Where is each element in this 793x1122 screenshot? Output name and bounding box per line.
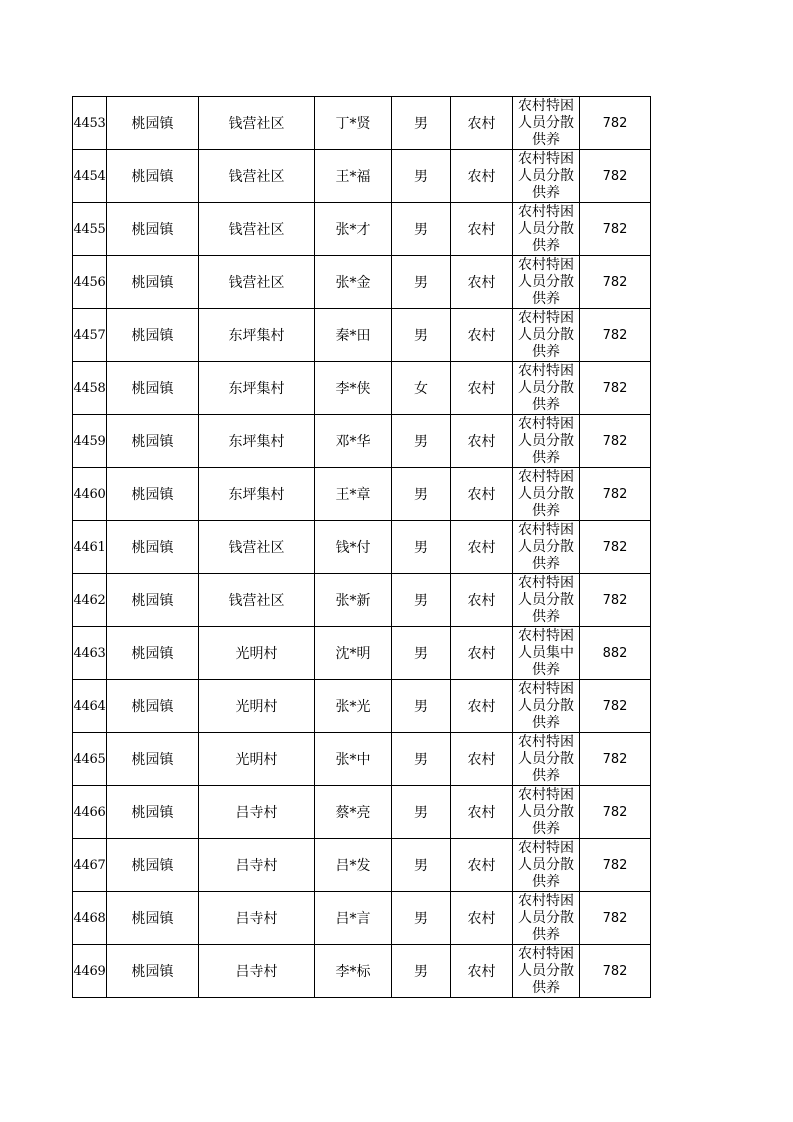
support-type-cell	[513, 892, 580, 945]
support-type-cell	[513, 415, 580, 468]
person-name-cell: 张*才	[315, 203, 392, 256]
person-name-cell: 秦*田	[315, 309, 392, 362]
amount-cell: 782	[580, 309, 651, 362]
town-cell: 桃园镇	[107, 574, 199, 627]
support-type-text: 农村特困人员分散供养	[518, 893, 574, 943]
village-cell: 钱营社区	[199, 256, 315, 309]
support-type-cell	[513, 468, 580, 521]
support-type-text: 农村特困人员分散供养	[518, 522, 574, 572]
support-type-cell	[513, 839, 580, 892]
gender-cell: 男	[392, 256, 451, 309]
gender-cell: 男	[392, 733, 451, 786]
support-type-cell	[513, 521, 580, 574]
village-cell: 吕寺村	[199, 786, 315, 839]
person-name-cell: 吕*发	[315, 839, 392, 892]
record-number-cell: 4457	[73, 309, 107, 362]
town-cell: 桃园镇	[107, 680, 199, 733]
gender-cell: 男	[392, 97, 451, 150]
table-row	[73, 627, 651, 680]
person-name-cell: 王*福	[315, 150, 392, 203]
village-cell: 吕寺村	[199, 892, 315, 945]
village-cell: 钱营社区	[199, 97, 315, 150]
gender-cell: 男	[392, 415, 451, 468]
support-type-text: 农村特困人员分散供养	[518, 310, 574, 360]
table-row	[73, 97, 651, 150]
table-row	[73, 256, 651, 309]
support-type-cell	[513, 362, 580, 415]
amount-cell: 782	[580, 415, 651, 468]
amount-cell: 782	[580, 203, 651, 256]
support-type-text: 农村特困人员分散供养	[518, 257, 574, 307]
town-cell: 桃园镇	[107, 150, 199, 203]
support-type-text: 农村特困人员分散供养	[518, 98, 574, 148]
amount-cell: 782	[580, 468, 651, 521]
table-row	[73, 574, 651, 627]
table-row	[73, 839, 651, 892]
table-row	[73, 892, 651, 945]
amount-cell: 782	[580, 945, 651, 998]
support-type-text: 农村特困人员分散供养	[518, 416, 574, 466]
town-cell: 桃园镇	[107, 945, 199, 998]
table-body	[73, 97, 651, 998]
support-type-cell	[513, 627, 580, 680]
amount-cell: 782	[580, 733, 651, 786]
support-type-text: 农村特困人员集中供养	[518, 628, 574, 678]
gender-cell: 男	[392, 309, 451, 362]
town-cell: 桃园镇	[107, 521, 199, 574]
support-type-text: 农村特困人员分散供养	[518, 204, 574, 254]
amount-cell: 782	[580, 362, 651, 415]
record-number-cell: 4469	[73, 945, 107, 998]
record-number-cell: 4460	[73, 468, 107, 521]
amount-cell: 782	[580, 150, 651, 203]
gender-cell: 男	[392, 680, 451, 733]
village-cell: 吕寺村	[199, 839, 315, 892]
area-type-cell: 农村	[451, 892, 513, 945]
area-type-cell: 农村	[451, 521, 513, 574]
table-row	[73, 945, 651, 998]
support-type-text: 农村特困人员分散供养	[518, 840, 574, 890]
gender-cell: 男	[392, 786, 451, 839]
record-number-cell: 4461	[73, 521, 107, 574]
support-type-cell	[513, 733, 580, 786]
support-type-cell	[513, 256, 580, 309]
record-number-cell: 4455	[73, 203, 107, 256]
village-cell: 东坪集村	[199, 309, 315, 362]
support-type-cell	[513, 97, 580, 150]
support-type-text: 农村特困人员分散供养	[518, 787, 574, 837]
record-number-cell: 4466	[73, 786, 107, 839]
village-cell: 钱营社区	[199, 203, 315, 256]
village-cell: 东坪集村	[199, 415, 315, 468]
amount-cell: 782	[580, 786, 651, 839]
gender-cell: 男	[392, 945, 451, 998]
support-type-text: 农村特困人员分散供养	[518, 151, 574, 201]
table-row	[73, 362, 651, 415]
table-row	[73, 733, 651, 786]
table-row	[73, 521, 651, 574]
amount-cell: 782	[580, 574, 651, 627]
support-type-cell	[513, 786, 580, 839]
amount-cell: 782	[580, 97, 651, 150]
support-type-cell	[513, 309, 580, 362]
area-type-cell: 农村	[451, 309, 513, 362]
amount-cell: 882	[580, 627, 651, 680]
record-number-cell: 4467	[73, 839, 107, 892]
gender-cell: 男	[392, 150, 451, 203]
area-type-cell: 农村	[451, 627, 513, 680]
town-cell: 桃园镇	[107, 892, 199, 945]
person-name-cell: 张*中	[315, 733, 392, 786]
person-name-cell: 吕*言	[315, 892, 392, 945]
support-type-text: 农村特困人员分散供养	[518, 734, 574, 784]
amount-cell: 782	[580, 521, 651, 574]
area-type-cell: 农村	[451, 733, 513, 786]
amount-cell: 782	[580, 839, 651, 892]
gender-cell: 男	[392, 892, 451, 945]
record-number-cell: 4468	[73, 892, 107, 945]
village-cell: 东坪集村	[199, 468, 315, 521]
table-row	[73, 786, 651, 839]
record-number-cell: 4459	[73, 415, 107, 468]
record-number-cell: 4462	[73, 574, 107, 627]
gender-cell: 男	[392, 468, 451, 521]
gender-cell: 男	[392, 839, 451, 892]
beneficiary-table	[72, 96, 651, 998]
village-cell: 钱营社区	[199, 574, 315, 627]
support-type-cell	[513, 574, 580, 627]
village-cell: 东坪集村	[199, 362, 315, 415]
town-cell: 桃园镇	[107, 97, 199, 150]
village-cell: 钱营社区	[199, 521, 315, 574]
person-name-cell: 钱*付	[315, 521, 392, 574]
area-type-cell: 农村	[451, 150, 513, 203]
support-type-cell	[513, 203, 580, 256]
table-row	[73, 203, 651, 256]
support-type-text: 农村特困人员分散供养	[518, 363, 574, 413]
village-cell: 光明村	[199, 627, 315, 680]
person-name-cell: 张*新	[315, 574, 392, 627]
town-cell: 桃园镇	[107, 203, 199, 256]
support-type-cell	[513, 150, 580, 203]
gender-cell: 男	[392, 203, 451, 256]
area-type-cell: 农村	[451, 415, 513, 468]
gender-cell: 男	[392, 521, 451, 574]
person-name-cell: 丁*贤	[315, 97, 392, 150]
area-type-cell: 农村	[451, 786, 513, 839]
area-type-cell: 农村	[451, 468, 513, 521]
support-type-text: 农村特困人员分散供养	[518, 469, 574, 519]
area-type-cell: 农村	[451, 97, 513, 150]
support-type-text: 农村特困人员分散供养	[518, 946, 574, 996]
table-row	[73, 415, 651, 468]
town-cell: 桃园镇	[107, 415, 199, 468]
table-row	[73, 309, 651, 362]
person-name-cell: 邓*华	[315, 415, 392, 468]
gender-cell: 男	[392, 574, 451, 627]
town-cell: 桃园镇	[107, 309, 199, 362]
person-name-cell: 王*章	[315, 468, 392, 521]
person-name-cell: 张*金	[315, 256, 392, 309]
support-type-text: 农村特困人员分散供养	[518, 575, 574, 625]
town-cell: 桃园镇	[107, 839, 199, 892]
table-row	[73, 468, 651, 521]
village-cell: 吕寺村	[199, 945, 315, 998]
support-type-text: 农村特困人员分散供养	[518, 681, 574, 731]
town-cell: 桃园镇	[107, 468, 199, 521]
amount-cell: 782	[580, 256, 651, 309]
village-cell: 光明村	[199, 680, 315, 733]
record-number-cell: 4463	[73, 627, 107, 680]
area-type-cell: 农村	[451, 362, 513, 415]
person-name-cell: 沈*明	[315, 627, 392, 680]
area-type-cell: 农村	[451, 839, 513, 892]
record-number-cell: 4454	[73, 150, 107, 203]
support-type-cell	[513, 680, 580, 733]
person-name-cell: 蔡*亮	[315, 786, 392, 839]
town-cell: 桃园镇	[107, 362, 199, 415]
gender-cell: 女	[392, 362, 451, 415]
area-type-cell: 农村	[451, 945, 513, 998]
table-row	[73, 150, 651, 203]
area-type-cell: 农村	[451, 680, 513, 733]
support-type-cell	[513, 945, 580, 998]
record-number-cell: 4458	[73, 362, 107, 415]
person-name-cell: 李*标	[315, 945, 392, 998]
town-cell: 桃园镇	[107, 256, 199, 309]
person-name-cell: 张*光	[315, 680, 392, 733]
gender-cell: 男	[392, 627, 451, 680]
table-row	[73, 680, 651, 733]
record-number-cell: 4464	[73, 680, 107, 733]
record-number-cell: 4465	[73, 733, 107, 786]
amount-cell: 782	[580, 892, 651, 945]
village-cell: 光明村	[199, 733, 315, 786]
town-cell: 桃园镇	[107, 786, 199, 839]
record-number-cell: 4453	[73, 97, 107, 150]
record-number-cell: 4456	[73, 256, 107, 309]
town-cell: 桃园镇	[107, 733, 199, 786]
amount-cell: 782	[580, 680, 651, 733]
area-type-cell: 农村	[451, 256, 513, 309]
person-name-cell: 李*侠	[315, 362, 392, 415]
area-type-cell: 农村	[451, 574, 513, 627]
town-cell: 桃园镇	[107, 627, 199, 680]
area-type-cell: 农村	[451, 203, 513, 256]
village-cell: 钱营社区	[199, 150, 315, 203]
